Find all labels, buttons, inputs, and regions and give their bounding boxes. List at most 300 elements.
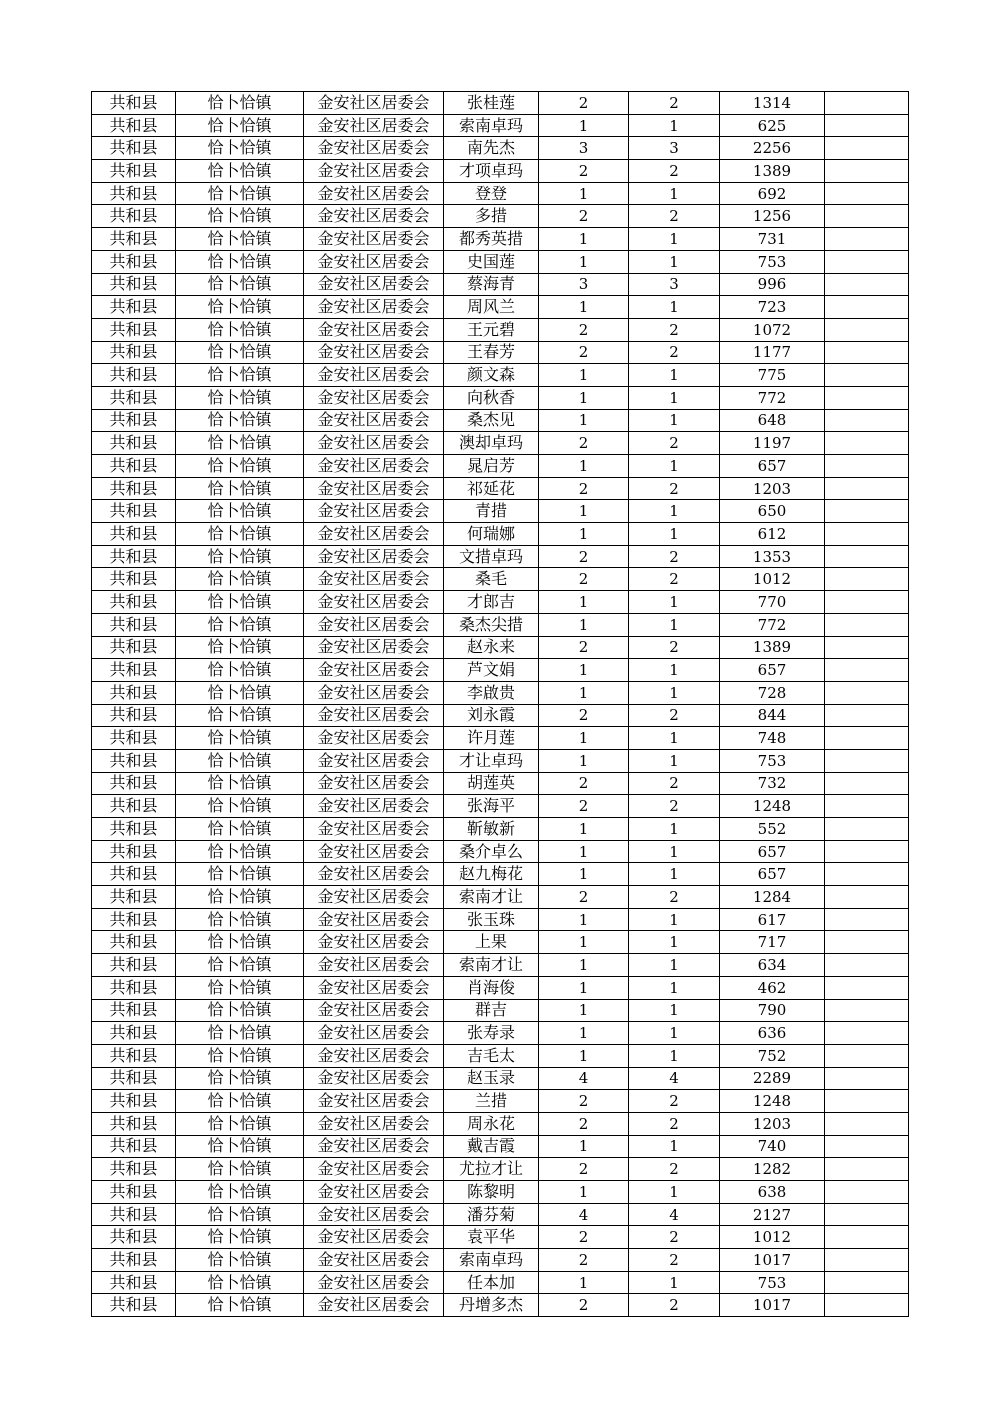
name-cell: 张玉珠 [444, 908, 539, 931]
county-cell: 共和县 [92, 1226, 176, 1249]
table-row [92, 455, 909, 478]
remark-cell [825, 795, 909, 818]
household-size-cell: 2 [539, 1158, 629, 1181]
town-cell: 恰卜恰镇 [176, 1294, 304, 1317]
household-size-cell: 1 [539, 908, 629, 931]
amount-cell: 1203 [720, 1112, 825, 1135]
amount-cell: 753 [720, 749, 825, 772]
amount-cell: 732 [720, 772, 825, 795]
insured-count-cell: 1 [629, 1271, 720, 1294]
table-row [92, 840, 909, 863]
insured-count-cell: 2 [629, 1090, 720, 1113]
name-cell: 尤拉才让 [444, 1158, 539, 1181]
name-cell: 史国莲 [444, 250, 539, 273]
county-cell: 共和县 [92, 205, 176, 228]
name-cell: 周永花 [444, 1112, 539, 1135]
insured-count-cell: 2 [629, 1112, 720, 1135]
community-cell: 金安社区居委会 [304, 863, 444, 886]
county-cell: 共和县 [92, 432, 176, 455]
amount-cell: 1177 [720, 341, 825, 364]
insured-count-cell: 1 [629, 818, 720, 841]
community-cell: 金安社区居委会 [304, 1022, 444, 1045]
insured-count-cell: 2 [629, 795, 720, 818]
amount-cell: 552 [720, 818, 825, 841]
table-row [92, 182, 909, 205]
town-cell: 恰卜恰镇 [176, 1044, 304, 1067]
table-row [92, 727, 909, 750]
household-size-cell: 4 [539, 1203, 629, 1226]
household-size-cell: 2 [539, 160, 629, 183]
community-cell: 金安社区居委会 [304, 749, 444, 772]
name-cell: 周风兰 [444, 296, 539, 319]
table-row [92, 1090, 909, 1113]
insured-count-cell: 1 [629, 908, 720, 931]
name-cell: 青措 [444, 500, 539, 523]
county-cell: 共和县 [92, 250, 176, 273]
name-cell: 上果 [444, 931, 539, 954]
amount-cell: 1017 [720, 1294, 825, 1317]
name-cell: 芦文娟 [444, 659, 539, 682]
amount-cell: 638 [720, 1181, 825, 1204]
insured-count-cell: 2 [629, 160, 720, 183]
household-size-cell: 1 [539, 613, 629, 636]
insured-count-cell: 2 [629, 318, 720, 341]
community-cell: 金安社区居委会 [304, 976, 444, 999]
insured-count-cell: 1 [629, 591, 720, 614]
name-cell: 丹增多杰 [444, 1294, 539, 1317]
county-cell: 共和县 [92, 727, 176, 750]
table-row [92, 273, 909, 296]
remark-cell [825, 500, 909, 523]
insured-count-cell: 2 [629, 1226, 720, 1249]
remark-cell [825, 659, 909, 682]
town-cell: 恰卜恰镇 [176, 818, 304, 841]
name-cell: 登登 [444, 182, 539, 205]
amount-cell: 1012 [720, 1226, 825, 1249]
name-cell: 群吉 [444, 999, 539, 1022]
town-cell: 恰卜恰镇 [176, 477, 304, 500]
insured-count-cell: 1 [629, 1135, 720, 1158]
insured-count-cell: 1 [629, 681, 720, 704]
name-cell: 桑毛 [444, 568, 539, 591]
insured-count-cell: 2 [629, 477, 720, 500]
community-cell: 金安社区居委会 [304, 205, 444, 228]
remark-cell [825, 1271, 909, 1294]
remark-cell [825, 886, 909, 909]
remark-cell [825, 818, 909, 841]
household-size-cell: 2 [539, 1294, 629, 1317]
community-cell: 金安社区居委会 [304, 364, 444, 387]
remark-cell [825, 1226, 909, 1249]
household-size-cell: 1 [539, 114, 629, 137]
community-cell: 金安社区居委会 [304, 1181, 444, 1204]
community-cell: 金安社区居委会 [304, 1112, 444, 1135]
table-row [92, 1181, 909, 1204]
town-cell: 恰卜恰镇 [176, 1090, 304, 1113]
county-cell: 共和县 [92, 1203, 176, 1226]
community-cell: 金安社区居委会 [304, 568, 444, 591]
name-cell: 张桂莲 [444, 92, 539, 115]
amount-cell: 717 [720, 931, 825, 954]
amount-cell: 648 [720, 409, 825, 432]
table-row [92, 296, 909, 319]
remark-cell [825, 681, 909, 704]
name-cell: 何瑞娜 [444, 523, 539, 546]
town-cell: 恰卜恰镇 [176, 228, 304, 251]
town-cell: 恰卜恰镇 [176, 160, 304, 183]
insured-count-cell: 2 [629, 704, 720, 727]
town-cell: 恰卜恰镇 [176, 1271, 304, 1294]
household-size-cell: 2 [539, 205, 629, 228]
name-cell: 陈黎明 [444, 1181, 539, 1204]
community-cell: 金安社区居委会 [304, 999, 444, 1022]
community-cell: 金安社区居委会 [304, 160, 444, 183]
town-cell: 恰卜恰镇 [176, 1249, 304, 1272]
insured-count-cell: 2 [629, 205, 720, 228]
county-cell: 共和县 [92, 976, 176, 999]
insured-count-cell: 1 [629, 659, 720, 682]
county-cell: 共和县 [92, 613, 176, 636]
table-row [92, 1226, 909, 1249]
remark-cell [825, 1158, 909, 1181]
town-cell: 恰卜恰镇 [176, 863, 304, 886]
name-cell: 赵玉录 [444, 1067, 539, 1090]
county-cell: 共和县 [92, 500, 176, 523]
table-row [92, 1067, 909, 1090]
county-cell: 共和县 [92, 341, 176, 364]
insured-count-cell: 2 [629, 1249, 720, 1272]
table-row [92, 500, 909, 523]
table-row [92, 568, 909, 591]
community-cell: 金安社区居委会 [304, 840, 444, 863]
insured-count-cell: 1 [629, 182, 720, 205]
name-cell: 索南卓玛 [444, 114, 539, 137]
table-row [92, 908, 909, 931]
table-row [92, 1135, 909, 1158]
community-cell: 金安社区居委会 [304, 613, 444, 636]
amount-cell: 692 [720, 182, 825, 205]
amount-cell: 1282 [720, 1158, 825, 1181]
amount-cell: 740 [720, 1135, 825, 1158]
name-cell: 才郎吉 [444, 591, 539, 614]
amount-cell: 728 [720, 681, 825, 704]
county-cell: 共和县 [92, 681, 176, 704]
county-cell: 共和县 [92, 114, 176, 137]
county-cell: 共和县 [92, 228, 176, 251]
amount-cell: 1012 [720, 568, 825, 591]
county-cell: 共和县 [92, 704, 176, 727]
town-cell: 恰卜恰镇 [176, 636, 304, 659]
name-cell: 颜文森 [444, 364, 539, 387]
household-size-cell: 1 [539, 364, 629, 387]
town-cell: 恰卜恰镇 [176, 772, 304, 795]
amount-cell: 2127 [720, 1203, 825, 1226]
remark-cell [825, 636, 909, 659]
county-cell: 共和县 [92, 318, 176, 341]
household-size-cell: 1 [539, 1022, 629, 1045]
insured-count-cell: 1 [629, 976, 720, 999]
town-cell: 恰卜恰镇 [176, 749, 304, 772]
county-cell: 共和县 [92, 659, 176, 682]
town-cell: 恰卜恰镇 [176, 1203, 304, 1226]
county-cell: 共和县 [92, 182, 176, 205]
household-size-cell: 1 [539, 591, 629, 614]
household-size-cell: 2 [539, 318, 629, 341]
remark-cell [825, 1044, 909, 1067]
town-cell: 恰卜恰镇 [176, 92, 304, 115]
name-cell: 赵永来 [444, 636, 539, 659]
insured-count-cell: 2 [629, 636, 720, 659]
insured-count-cell: 1 [629, 1022, 720, 1045]
remark-cell [825, 409, 909, 432]
household-size-cell: 3 [539, 137, 629, 160]
table-row [92, 477, 909, 500]
table-row [92, 341, 909, 364]
amount-cell: 723 [720, 296, 825, 319]
name-cell: 袁平华 [444, 1226, 539, 1249]
county-cell: 共和县 [92, 455, 176, 478]
name-cell: 才项卓玛 [444, 160, 539, 183]
household-size-cell: 2 [539, 886, 629, 909]
county-cell: 共和县 [92, 364, 176, 387]
insured-count-cell: 1 [629, 863, 720, 886]
community-cell: 金安社区居委会 [304, 772, 444, 795]
name-cell: 刘永霞 [444, 704, 539, 727]
insured-count-cell: 1 [629, 999, 720, 1022]
community-cell: 金安社区居委会 [304, 886, 444, 909]
county-cell: 共和县 [92, 1135, 176, 1158]
remark-cell [825, 954, 909, 977]
household-size-cell: 2 [539, 432, 629, 455]
insured-count-cell: 4 [629, 1067, 720, 1090]
town-cell: 恰卜恰镇 [176, 659, 304, 682]
remark-cell [825, 477, 909, 500]
remark-cell [825, 364, 909, 387]
table-row [92, 863, 909, 886]
insured-count-cell: 1 [629, 386, 720, 409]
table-row [92, 1044, 909, 1067]
household-size-cell: 1 [539, 976, 629, 999]
name-cell: 祁延花 [444, 477, 539, 500]
amount-cell: 1248 [720, 1090, 825, 1113]
table-row [92, 523, 909, 546]
table-row [92, 1158, 909, 1181]
town-cell: 恰卜恰镇 [176, 795, 304, 818]
town-cell: 恰卜恰镇 [176, 976, 304, 999]
amount-cell: 1314 [720, 92, 825, 115]
table-row [92, 886, 909, 909]
remark-cell [825, 228, 909, 251]
community-cell: 金安社区居委会 [304, 318, 444, 341]
community-cell: 金安社区居委会 [304, 455, 444, 478]
insured-count-cell: 2 [629, 432, 720, 455]
name-cell: 澳却卓玛 [444, 432, 539, 455]
remark-cell [825, 114, 909, 137]
table-row [92, 795, 909, 818]
amount-cell: 650 [720, 500, 825, 523]
remark-cell [825, 182, 909, 205]
household-table [91, 91, 909, 1317]
amount-cell: 790 [720, 999, 825, 1022]
remark-cell [825, 455, 909, 478]
name-cell: 才让卓玛 [444, 749, 539, 772]
household-size-cell: 1 [539, 840, 629, 863]
name-cell: 桑介卓么 [444, 840, 539, 863]
county-cell: 共和县 [92, 1249, 176, 1272]
county-cell: 共和县 [92, 1158, 176, 1181]
household-size-cell: 1 [539, 863, 629, 886]
county-cell: 共和县 [92, 908, 176, 931]
amount-cell: 625 [720, 114, 825, 137]
household-size-cell: 2 [539, 545, 629, 568]
insured-count-cell: 1 [629, 523, 720, 546]
county-cell: 共和县 [92, 931, 176, 954]
household-size-cell: 1 [539, 818, 629, 841]
insured-count-cell: 3 [629, 273, 720, 296]
county-cell: 共和县 [92, 409, 176, 432]
town-cell: 恰卜恰镇 [176, 500, 304, 523]
amount-cell: 2256 [720, 137, 825, 160]
town-cell: 恰卜恰镇 [176, 341, 304, 364]
town-cell: 恰卜恰镇 [176, 432, 304, 455]
table-row [92, 591, 909, 614]
name-cell: 都秀英措 [444, 228, 539, 251]
town-cell: 恰卜恰镇 [176, 114, 304, 137]
town-cell: 恰卜恰镇 [176, 273, 304, 296]
community-cell: 金安社区居委会 [304, 477, 444, 500]
name-cell: 向秋香 [444, 386, 539, 409]
household-size-cell: 2 [539, 1090, 629, 1113]
county-cell: 共和县 [92, 545, 176, 568]
table-row [92, 704, 909, 727]
amount-cell: 462 [720, 976, 825, 999]
name-cell: 桑杰见 [444, 409, 539, 432]
household-size-cell: 3 [539, 273, 629, 296]
remark-cell [825, 1181, 909, 1204]
remark-cell [825, 840, 909, 863]
household-size-cell: 1 [539, 250, 629, 273]
county-cell: 共和县 [92, 840, 176, 863]
name-cell: 王春芳 [444, 341, 539, 364]
remark-cell [825, 296, 909, 319]
name-cell: 多措 [444, 205, 539, 228]
household-size-cell: 2 [539, 704, 629, 727]
table-row [92, 1022, 909, 1045]
name-cell: 戴吉霞 [444, 1135, 539, 1158]
household-size-cell: 1 [539, 999, 629, 1022]
county-cell: 共和县 [92, 568, 176, 591]
community-cell: 金安社区居委会 [304, 228, 444, 251]
household-size-cell: 2 [539, 477, 629, 500]
county-cell: 共和县 [92, 1181, 176, 1204]
amount-cell: 1017 [720, 1249, 825, 1272]
town-cell: 恰卜恰镇 [176, 727, 304, 750]
remark-cell [825, 931, 909, 954]
county-cell: 共和县 [92, 636, 176, 659]
community-cell: 金安社区居委会 [304, 931, 444, 954]
town-cell: 恰卜恰镇 [176, 1158, 304, 1181]
remark-cell [825, 1203, 909, 1226]
county-cell: 共和县 [92, 296, 176, 319]
remark-cell [825, 137, 909, 160]
town-cell: 恰卜恰镇 [176, 613, 304, 636]
community-cell: 金安社区居委会 [304, 818, 444, 841]
table-row [92, 931, 909, 954]
table-row [92, 999, 909, 1022]
amount-cell: 772 [720, 613, 825, 636]
community-cell: 金安社区居委会 [304, 908, 444, 931]
insured-count-cell: 2 [629, 92, 720, 115]
remark-cell [825, 908, 909, 931]
community-cell: 金安社区居委会 [304, 523, 444, 546]
household-size-cell: 1 [539, 727, 629, 750]
amount-cell: 617 [720, 908, 825, 931]
remark-cell [825, 999, 909, 1022]
remark-cell [825, 1090, 909, 1113]
amount-cell: 1389 [720, 160, 825, 183]
county-cell: 共和县 [92, 273, 176, 296]
community-cell: 金安社区居委会 [304, 341, 444, 364]
household-size-cell: 1 [539, 681, 629, 704]
table-row [92, 432, 909, 455]
household-size-cell: 1 [539, 182, 629, 205]
insured-count-cell: 1 [629, 500, 720, 523]
table-row [92, 545, 909, 568]
community-cell: 金安社区居委会 [304, 1203, 444, 1226]
insured-count-cell: 1 [629, 296, 720, 319]
remark-cell [825, 568, 909, 591]
community-cell: 金安社区居委会 [304, 1249, 444, 1272]
community-cell: 金安社区居委会 [304, 727, 444, 750]
name-cell: 王元碧 [444, 318, 539, 341]
insured-count-cell: 1 [629, 114, 720, 137]
county-cell: 共和县 [92, 795, 176, 818]
community-cell: 金安社区居委会 [304, 704, 444, 727]
community-cell: 金安社区居委会 [304, 273, 444, 296]
amount-cell: 752 [720, 1044, 825, 1067]
county-cell: 共和县 [92, 1022, 176, 1045]
table-row [92, 613, 909, 636]
table-row [92, 1112, 909, 1135]
remark-cell [825, 591, 909, 614]
town-cell: 恰卜恰镇 [176, 999, 304, 1022]
town-cell: 恰卜恰镇 [176, 1135, 304, 1158]
name-cell: 李啟贵 [444, 681, 539, 704]
insured-count-cell: 1 [629, 1044, 720, 1067]
name-cell: 晁启芳 [444, 455, 539, 478]
remark-cell [825, 273, 909, 296]
name-cell: 索南才让 [444, 954, 539, 977]
town-cell: 恰卜恰镇 [176, 931, 304, 954]
community-cell: 金安社区居委会 [304, 591, 444, 614]
county-cell: 共和县 [92, 137, 176, 160]
remark-cell [825, 1135, 909, 1158]
town-cell: 恰卜恰镇 [176, 250, 304, 273]
remark-cell [825, 250, 909, 273]
table-row [92, 409, 909, 432]
table-row [92, 364, 909, 387]
insured-count-cell: 1 [629, 228, 720, 251]
insured-count-cell: 1 [629, 250, 720, 273]
insured-count-cell: 1 [629, 409, 720, 432]
town-cell: 恰卜恰镇 [176, 591, 304, 614]
remark-cell [825, 386, 909, 409]
insured-count-cell: 4 [629, 1203, 720, 1226]
county-cell: 共和县 [92, 886, 176, 909]
insured-count-cell: 2 [629, 568, 720, 591]
community-cell: 金安社区居委会 [304, 795, 444, 818]
county-cell: 共和县 [92, 818, 176, 841]
